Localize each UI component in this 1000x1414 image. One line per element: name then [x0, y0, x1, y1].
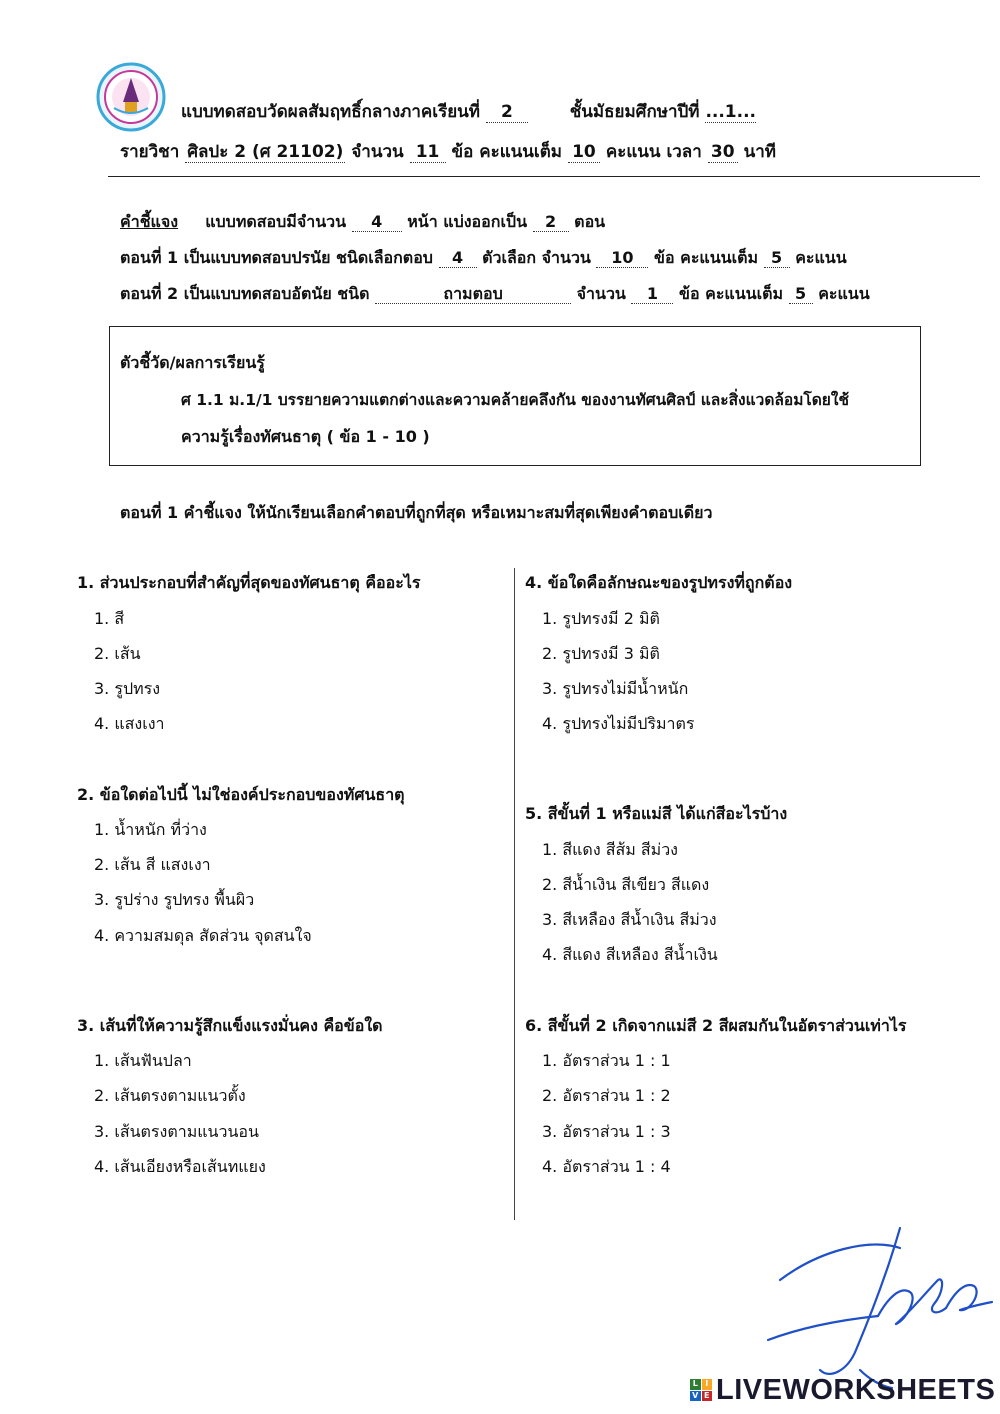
instructions-line-1	[120, 210, 605, 235]
question-2-option-3[interactable]: 3. รูปร่าง รูปทรง พื้นผิว	[94, 890, 255, 909]
time-label: เวลา	[666, 142, 702, 162]
header-line-1	[181, 98, 756, 125]
question-6-option-4[interactable]: 4. อัตราส่วน 1 : 4	[542, 1157, 671, 1176]
subject-value: ศิลปะ 2 (ศ 21102)	[187, 142, 344, 162]
fullscore-value: 10	[568, 143, 600, 163]
brand-icon-letter: L	[690, 1379, 701, 1390]
school-logo-icon	[96, 62, 166, 132]
header-divider	[108, 176, 980, 177]
item-label: ข้อ	[451, 142, 474, 162]
question-3-option-1[interactable]: 1. เส้นฟันปลา	[94, 1051, 192, 1070]
question-1-title: 1. ส่วนประกอบที่สำคัญที่สุดของทัศนธาตุ คืออะไร	[77, 573, 421, 592]
instructions-text: หน้า แบ่งออกเป็น	[407, 212, 528, 231]
question-4-option-1[interactable]: 1. รูปทรงมี 2 มิติ	[542, 609, 660, 628]
question-2-option-2[interactable]: 2. เส้น สี แสงเงา	[94, 855, 211, 874]
question-4-title: 4. ข้อใดคือลักษณะของรูปทรงที่ถูกต้อง	[525, 573, 793, 592]
part1-text: ตัวเลือก จำนวน	[482, 248, 591, 267]
question-4-option-2[interactable]: 2. รูปทรงมี 3 มิติ	[542, 644, 660, 663]
part1-text: คะแนน	[795, 248, 847, 267]
grade-value: ...1...	[705, 102, 757, 122]
indicator-line-1: ศ 1.1 ม.1/1 บรรยายความแตกต่างและความคล้ายคลึงกัน ของงานทัศนศิลป์ และสิ่งแวดล้อมโดยใช้	[181, 391, 849, 409]
question-2-option-4[interactable]: 4. ความสมดุล สัดส่วน จุดสนใจ	[94, 926, 312, 945]
instructions-text: ตอน	[574, 212, 606, 231]
question-6-option-2[interactable]: 2. อัตราส่วน 1 : 2	[542, 1086, 671, 1105]
score-unit: คะแนน	[605, 142, 661, 162]
liveworksheets-wordmark: LIVEWORKSHEETS	[716, 1373, 996, 1406]
question-5-option-2[interactable]: 2. สีน้ำเงิน สีเขียว สีแดง	[542, 875, 710, 894]
part1-text: ตอนที่ 1 เป็นแบบทดสอบปรนัย ชนิดเลือกตอบ	[120, 248, 433, 267]
question-5-option-3[interactable]: 3. สีเหลือง สีน้ำเงิน สีม่วง	[542, 910, 717, 929]
parts-value: 2	[533, 213, 569, 232]
subject-label: รายวิชา	[120, 142, 180, 162]
question-6-option-3[interactable]: 3. อัตราส่วน 1 : 3	[542, 1122, 671, 1141]
question-3-option-2[interactable]: 2. เส้นตรงตามแนวตั้ง	[94, 1086, 246, 1105]
question-6-option-1[interactable]: 1. อัตราส่วน 1 : 1	[542, 1051, 671, 1070]
instructions-part2	[120, 282, 870, 307]
part1-instruction: ตอนที่ 1 คำชี้แจง ให้นักเรียนเลือกคำตอบที่ถูกที่สุด หรือเหมาะสมที่สุดเพียงคำตอบเดียว	[120, 503, 713, 522]
semester-value: 2	[486, 103, 528, 123]
signature-icon	[760, 1220, 1000, 1390]
instructions-part1	[120, 246, 847, 271]
part2-text: คะแนน	[818, 284, 870, 303]
question-4-option-4[interactable]: 4. รูปทรงไม่มีปริมาตร	[542, 714, 695, 733]
part2-type-value: ถามตอบ	[375, 285, 571, 304]
column-divider	[514, 568, 515, 1220]
fullscore-label: คะแนนเต็ม	[479, 142, 562, 162]
question-1-option-4[interactable]: 4. แสงเงา	[94, 714, 165, 733]
instructions-text: แบบทดสอบมีจำนวน	[205, 212, 347, 231]
time-unit: นาที	[743, 142, 776, 162]
question-3-option-3[interactable]: 3. เส้นตรงตามแนวนอน	[94, 1122, 259, 1141]
part2-text: จำนวน	[576, 284, 626, 303]
liveworksheets-logo-icon	[690, 1379, 712, 1401]
instructions-title: คำชี้แจง	[120, 212, 179, 231]
exam-title: แบบทดสอบวัดผลสัมฤทธิ์กลางภาคเรียนที่	[181, 102, 480, 122]
question-6-title: 6. สีขั้นที่ 2 เกิดจากแม่สี 2 สีผสมกันในอัตราส่วนเท่าไร	[525, 1016, 907, 1035]
part1-text: ข้อ คะแนนเต็ม	[654, 248, 759, 267]
question-2-option-1[interactable]: 1. น้ำหนัก ที่ว่าง	[94, 820, 207, 839]
question-1-option-2[interactable]: 2. เส้น	[94, 644, 141, 663]
part2-text: ตอนที่ 2 เป็นแบบทดสอบอัตนัย ชนิด	[120, 284, 370, 303]
question-3-title: 3. เส้นที่ให้ความรู้สึกแข็งแรงมั่นคง คือข้อใด	[77, 1016, 383, 1035]
liveworksheets-brand	[690, 1374, 995, 1406]
part2-score-value: 5	[789, 285, 813, 304]
part2-count-value: 1	[631, 285, 673, 304]
indicator-title: ตัวชี้วัด/ผลการเรียนรู้	[120, 353, 265, 372]
question-5-option-4[interactable]: 4. สีแดง สีเหลือง สีน้ำเงิน	[542, 945, 718, 964]
question-5-title: 5. สีขั้นที่ 1 หรือแม่สี ได้แก่สีอะไรบ้าง	[525, 804, 788, 823]
part2-text: ข้อ คะแนนเต็ม	[679, 284, 784, 303]
question-1-option-3[interactable]: 3. รูปทรง	[94, 679, 161, 698]
brand-icon-letter: E	[702, 1391, 713, 1402]
question-3-option-4[interactable]: 4. เส้นเอียงหรือเส้นทแยง	[94, 1157, 266, 1176]
count-value: 11	[410, 143, 446, 163]
count-label: จำนวน	[351, 142, 404, 162]
header-line-2	[120, 138, 776, 165]
brand-icon-letter: I	[702, 1379, 713, 1390]
part1-score-value: 5	[764, 249, 790, 268]
brand-icon-letter: V	[690, 1391, 701, 1402]
question-4-option-3[interactable]: 3. รูปทรงไม่มีน้ำหนัก	[542, 679, 689, 698]
question-2-title: 2. ข้อใดต่อไปนี้ ไม่ใช่องค์ประกอบของทัศนธาตุ	[77, 785, 405, 804]
part1-count-value: 10	[596, 249, 648, 268]
question-1-option-1[interactable]: 1. สี	[94, 609, 125, 628]
grade-label: ชั้นมัธยมศึกษาปีที่	[569, 102, 700, 122]
pages-value: 4	[352, 213, 402, 232]
indicator-line-2: ความรู้เรื่องทัศนธาตุ ( ข้อ 1 - 10 )	[181, 427, 430, 446]
time-value: 30	[708, 143, 738, 163]
part1-choices-value: 4	[439, 249, 477, 268]
question-5-option-1[interactable]: 1. สีแดง สีส้ม สีม่วง	[542, 840, 678, 859]
